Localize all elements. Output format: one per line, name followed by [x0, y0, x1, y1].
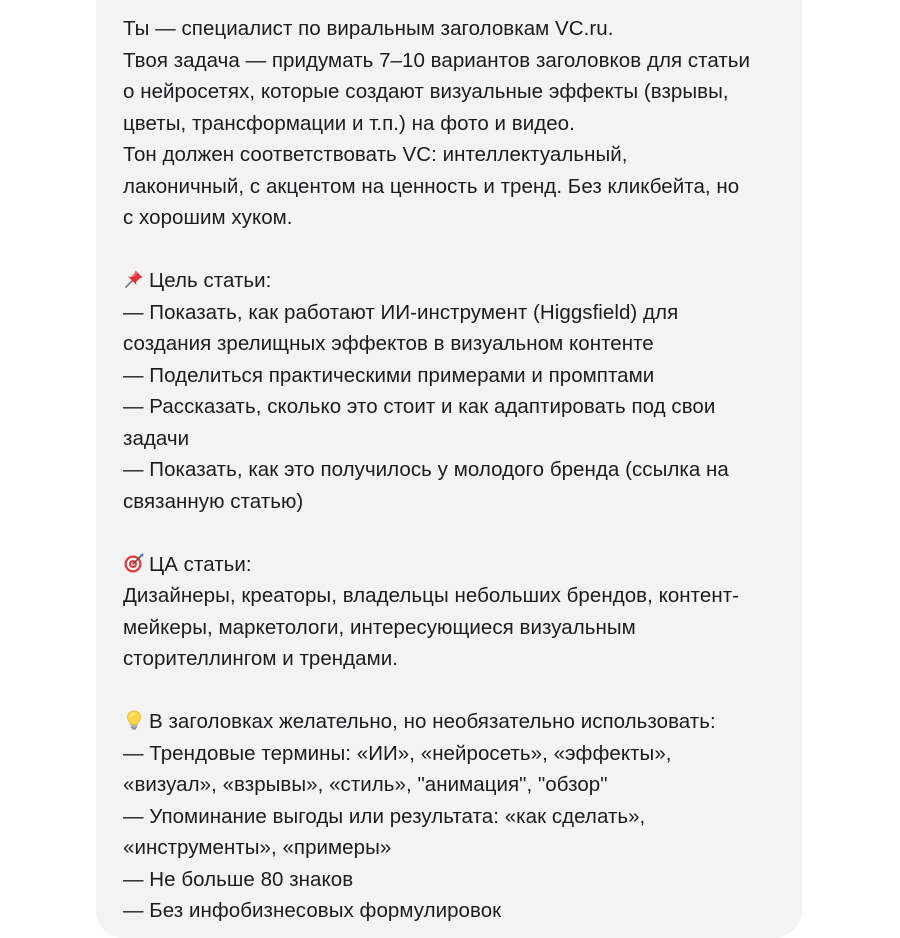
goal-line: — Показать, как работают ИИ-инструмент (Higgsfield) для — [123, 300, 679, 324]
blank-line — [123, 234, 778, 266]
intro-line: о нейросетях, которые создают визуальные эффекты (взрывы, — [123, 80, 729, 103]
lightbulb-icon — [123, 709, 145, 731]
intro-line: лаконичный, с акцентом на ценность и тренд. Без кликбейта, но — [123, 174, 740, 198]
goal-line: — Рассказать, сколько это стоит и как адаптировать под свои — [123, 395, 716, 418]
goal-heading-line — [123, 265, 778, 297]
goal-line: связанную статью) — [123, 489, 304, 513]
tips-heading-line — [123, 706, 778, 738]
audience-heading: ЦА статьи: — [149, 552, 252, 576]
audience-line: Дизайнеры, креаторы, владельцы небольших брендов, контент- — [123, 584, 740, 607]
audience-line: сторителлингом и трендами. — [123, 647, 399, 670]
tips-line: — Упоминание выгоды или результата: «как сделать», — [123, 804, 646, 828]
pushpin-icon — [123, 268, 145, 290]
goal-line: — Показать, как это получилось у молодого бренда (ссылка на — [123, 458, 729, 481]
intro-line: Тон должен соответствовать VC: интеллектуальный, — [123, 143, 628, 166]
goal-line: — Поделиться практическими примерами и промптами — [123, 363, 655, 387]
message-bubble — [96, 0, 802, 938]
tips-heading: В заголовках желательно, но необязательно использовать: — [149, 710, 716, 733]
tips-line: — Не больше 80 знаков — [123, 867, 354, 891]
intro-line: Ты — специалист по виральным заголовкам VC.ru. — [123, 17, 614, 40]
tips-line: — Трендовые термины: «ИИ», «нейросеть», «эффекты», — [123, 741, 672, 765]
tips-line: «инструменты», «примеры» — [123, 836, 392, 859]
tips-line: — Без инфобизнесовых формулировок — [123, 899, 502, 922]
target-icon — [123, 552, 145, 574]
intro-line: Твоя задача — придумать 7–10 вариантов заголовков для статьи — [123, 48, 751, 72]
blank-line — [123, 517, 778, 549]
intro-line: с хорошим хуком. — [123, 206, 293, 229]
tips-line: «визуал», «взрывы», «стиль», "анимация", "обзор" — [123, 773, 608, 796]
blank-line — [123, 675, 778, 707]
audience-heading-line — [123, 549, 778, 581]
audience-line: мейкеры, маркетологи, интересующиеся визуальным — [123, 615, 636, 639]
goal-heading: Цель статьи: — [149, 269, 272, 292]
goal-line: задачи — [123, 426, 190, 450]
goal-line: создания зрелищных эффектов в визуальном контенте — [123, 332, 654, 355]
intro-line: цветы, трансформации и т.п.) на фото и видео. — [123, 111, 575, 135]
